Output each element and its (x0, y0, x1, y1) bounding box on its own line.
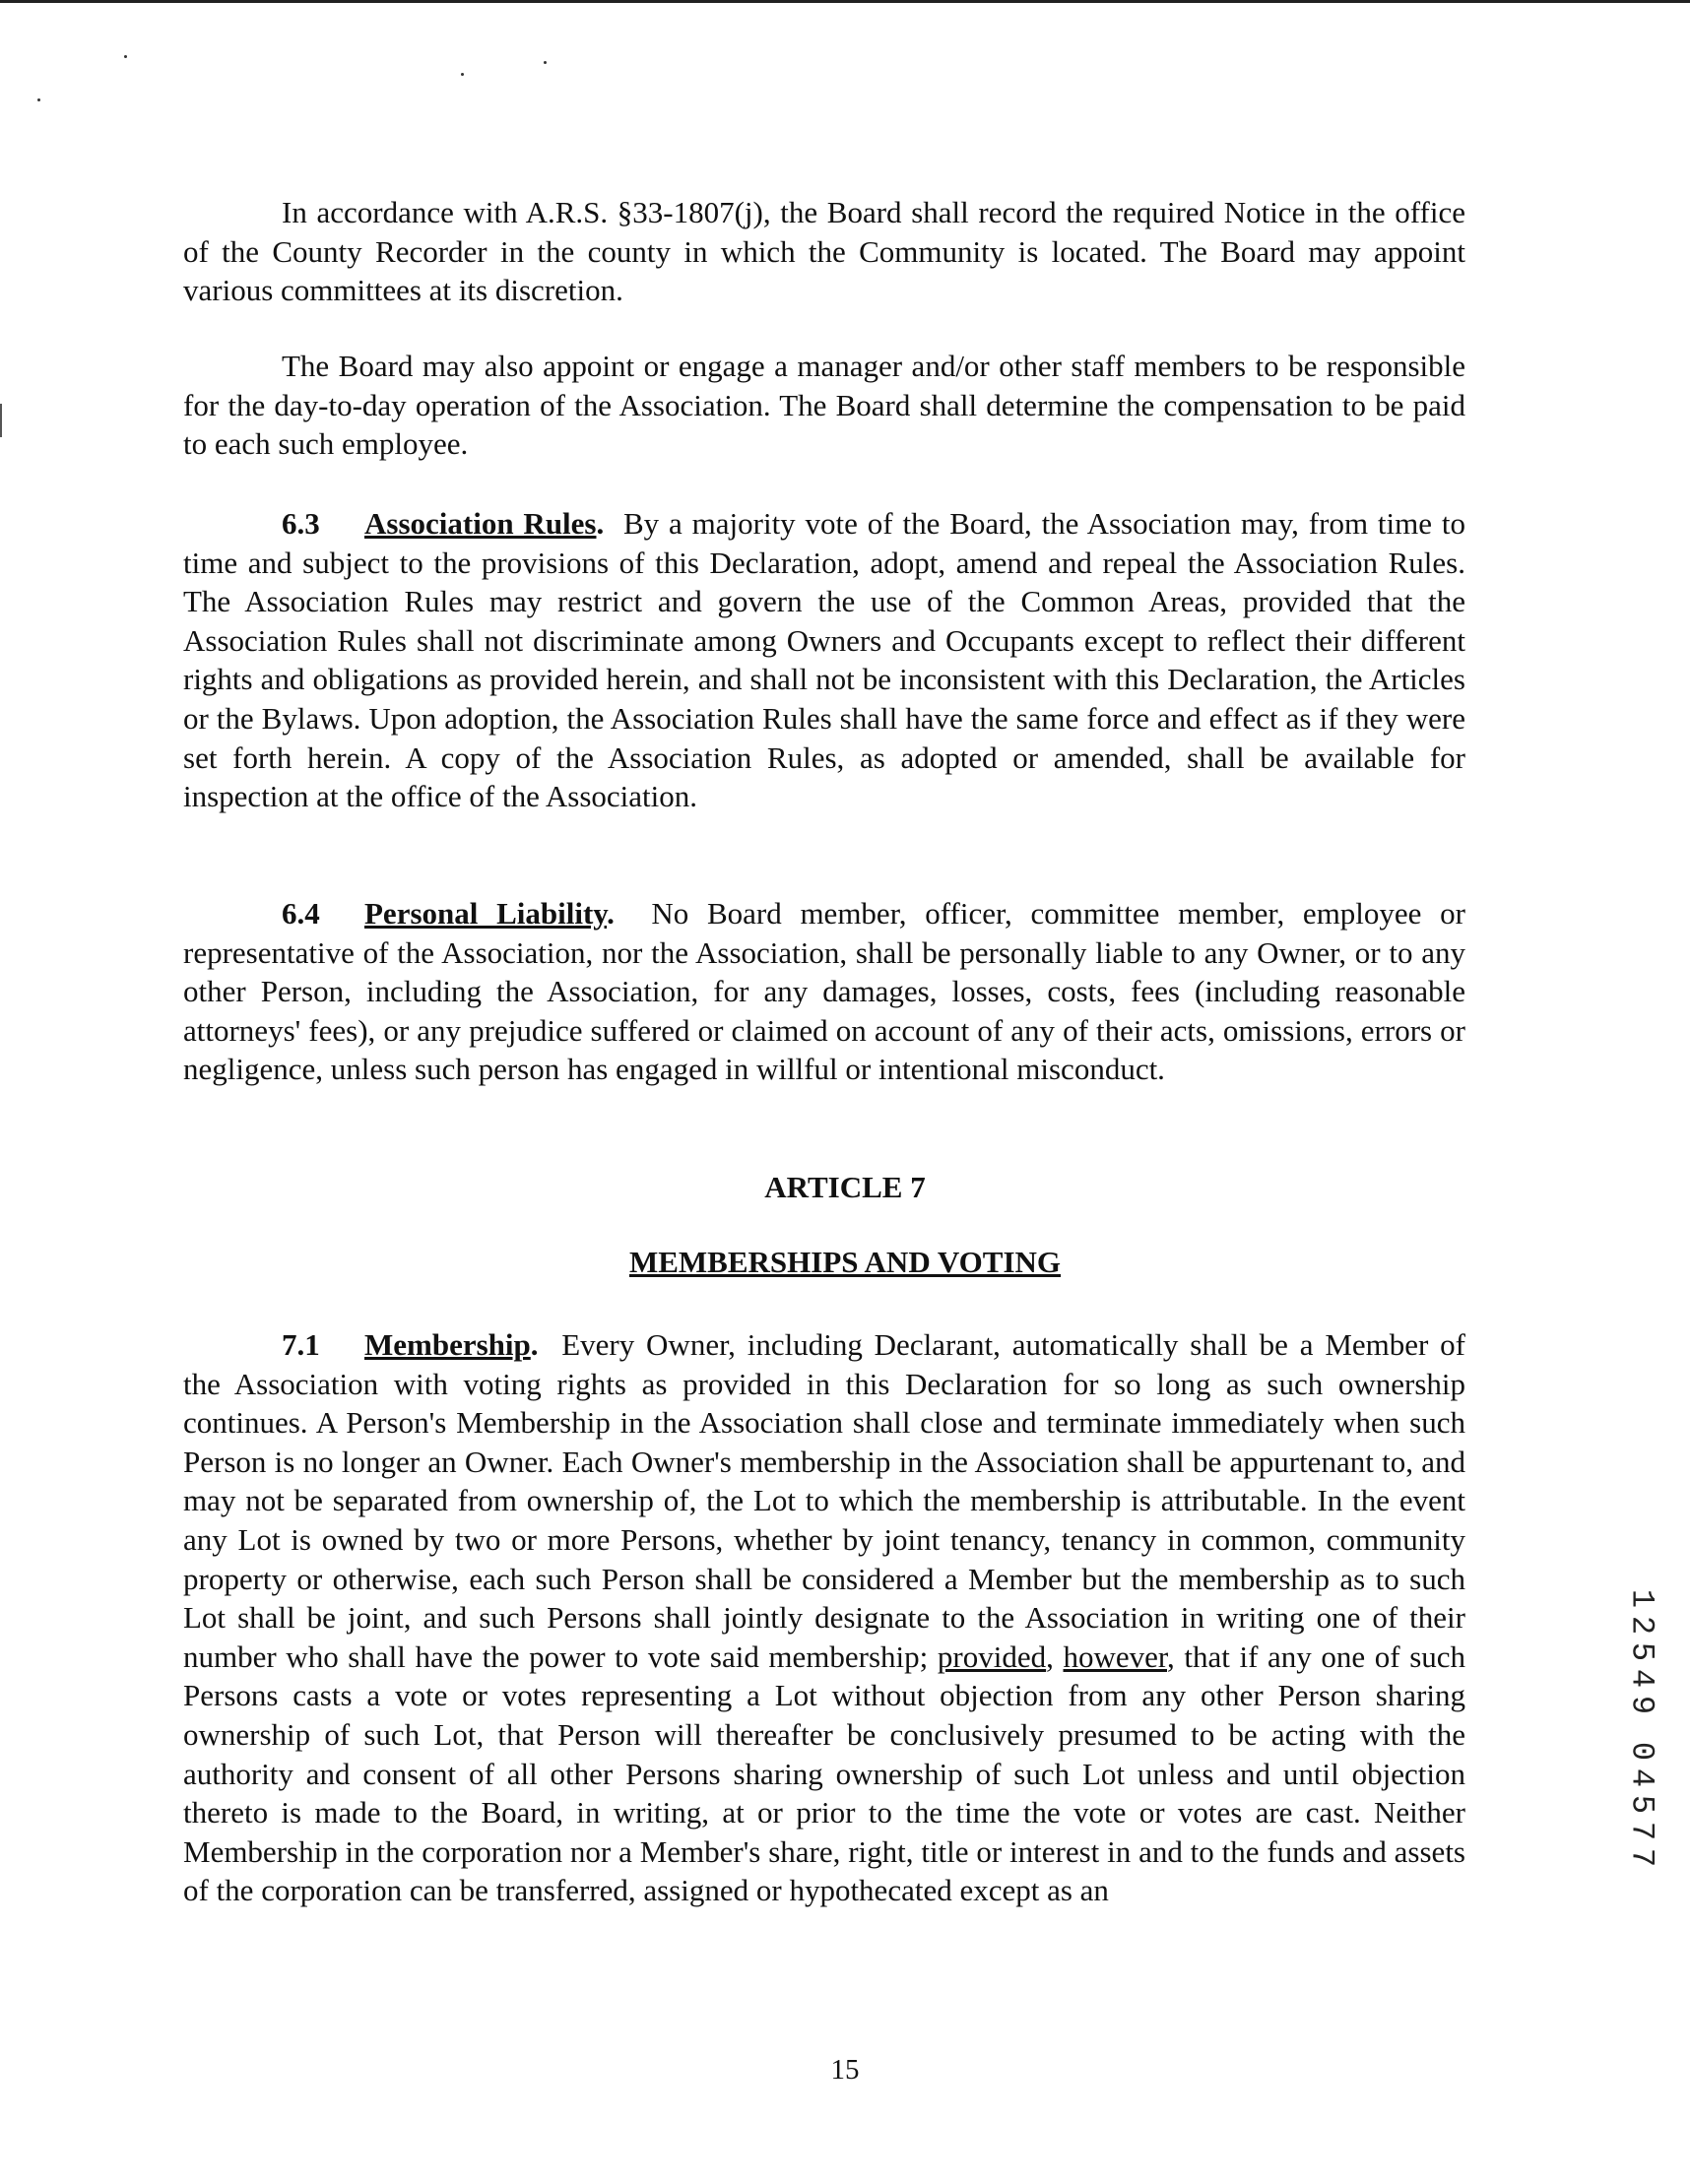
scan-speck (37, 98, 40, 101)
however-term: however (1063, 1638, 1167, 1674)
recording-book-number (1625, 1585, 1658, 1718)
section-number: 6.4 (282, 896, 320, 931)
scan-speck (461, 73, 464, 76)
stamp-digit: 7 (1623, 1847, 1660, 1868)
section-6-3: 6.3 Association Rules. By a majority vote of the Board, the Association may, from time to time and subject to the provisions of this Declaration, adopt, amend and repeal the Association Rules. The Association Rules may restrict and govern the use of the Common Areas, provided that the Association Rules shall not discriminate among Owners and Occupants except to reflect their different rights and obligations as provided herein, and shall not be inconsistent with this Declaration, the Articles or the Bylaws. Upon adoption, the Association Rules shall have the same force and effect as if they were set forth herein. A copy of the Association Rules, as adopted or amended, shall be available for inspection at the office of the Association. (183, 506, 1465, 814)
stamp-digit: 0 (1623, 1741, 1660, 1762)
article-title-text: MEMBERSHIPS AND VOTING (628, 1245, 1062, 1279)
section-number: 7.1 (282, 1327, 320, 1362)
scan-top-edge (0, 0, 1690, 3)
page-number: 15 (830, 2054, 860, 2086)
stamp-digit: 9 (1623, 1695, 1660, 1715)
section-body: By a majority vote of the Board, the Association may, from time to time and subject to the provisions of this Declaration, adopt, amend and repeal the Association Rules. The Association Rules may restrict and govern the use of the Common Areas, provided that the Association Rules shall not discriminate among Owners and Occupants except to reflect their different rights and obligations as provided herein, and shall not be inconsistent with this Declaration, the Articles or the Bylaws. Upon adoption, the Association Rules shall have the same force and effect as if they were set forth herein. A copy of the Association Rules, as adopted or amended, shall be available for inspection at the office of the Association. (183, 506, 1465, 814)
stamp-digit: 1 (1623, 1588, 1660, 1609)
scan-speck (124, 55, 127, 58)
section-body-continued: that if any one of such Persons casts a vote or votes representing a Lot without objection from any other Person sharing ownership of such Lot, that Person will thereafter be conclusively presumed to be acting with the authority and consent of all other Persons sharing ownership of such Lot unless and until objection thereto is made to the Board, in writing, at or prior to the time the vote or votes are cast. Neither Membership in the corporation nor a Member's share, right, title or interest in and to the funds and assets of the corporation can be transferred, assigned or hypothecated except as an (183, 1638, 1466, 1908)
stamp-digit: 7 (1623, 1821, 1660, 1841)
section-body: Every Owner, including Declarant, automatically shall be a Member of the Association with voting rights as provided in this Declaration for so long as such ownership continues. A Person's Membership in the Association shall close and terminate immediately when such Person is no longer an Owner. Each Owner's membership in the Association shall be appurtenant to, and may not be separated from ownership of, the Lot to which the membership is attributable. In the event any Lot is owned by two or more Persons, whether by joint tenancy, tenancy in common, community property or otherwise, each such Person shall be considered a Member but the membership as to such Lot shall be joint, and such Persons shall jointly designate to the Association in writing one of their number who shall have the power to vote said membership; (183, 1327, 1466, 1674)
section-7-1: 7.1 Membership. Every Owner, including Declarant, automatically shall be a Member of the Association with voting rights as provided in this Declaration for so long as such ownership continues. A Person's Membership in the Association shall close and terminate immediately when such Person is no longer an Owner. Each Owner's membership in the Association shall be appurtenant to, and may not be separated from ownership of, the Lot to which the membership is attributable. In the event any Lot is owned by two or more Persons, whether by joint tenancy, tenancy in common, community property or otherwise, each such Person shall be considered a Member but the membership as to such Lot shall be joint, and such Persons shall jointly designate to the Association in writing one of their number who shall have the power to vote said membership; provided, however, that if any one of such Persons casts a vote or votes representing a Lot without objection from any other Person sharing ownership of such Lot, that Person will thereafter be conclusively presumed to be acting with the authority and consent of all other Persons sharing ownership of such Lot unless and until objection thereto is made to the Board, in writing, at or prior to the time the vote or votes are cast. Neither Membership in the corporation nor a Member's share, right, title or interest in and to the funds and assets of the corporation can be transferred, assigned or hypothecated except as an (183, 1327, 1466, 1908)
stamp-digit: 2 (1623, 1615, 1660, 1636)
article-label: ARTICLE 7 (764, 1170, 926, 1204)
stamp-digit: 4 (1623, 1767, 1660, 1788)
section-6-4: 6.4 Personal Liability. No Board member, officer, committee member, employee or representative of the Association, nor the Association, shall be personally liable to any Owner, or to any other Person, including the Association, for any damages, losses, costs, fees (including reasonable attorneys' fees), or any prejudice suffered or claimed on account of any of their acts, omissions, errors or negligence, unless such person has engaged in willful or intentional misconduct. (183, 896, 1465, 1087)
provided-term: provided (937, 1638, 1047, 1674)
recording-page-number (1625, 1738, 1658, 1871)
paragraph-notice: In accordance with A.R.S. §33-1807(j), the Board shall record the required Notice in the office of the County Recorder in the county in which the Community is located. The Board may appoint various committees at its discretion. (183, 195, 1465, 308)
recording-stamp (1625, 1585, 1658, 1871)
section-number: 6.3 (282, 506, 320, 541)
stamp-digit: 5 (1623, 1641, 1660, 1662)
article-title (0, 1245, 1690, 1280)
stamp-digit: 4 (1623, 1668, 1660, 1689)
section-body: No Board member, officer, committee member, employee or representative of the Association, nor the Association, shall be personally liable to any Owner, or to any other Person, including the Association, for any damages, losses, costs, fees (including reasonable attorneys' fees), or any prejudice suffered or claimed on account of any of their acts, omissions, errors or negligence, unless such person has engaged in willful or intentional misconduct. (183, 896, 1465, 1087)
section-title: Personal Liability (364, 896, 608, 931)
paragraph-manager: The Board may also appoint or engage a manager and/or other staff members to be responsible for the day-to-day operation of the Association. The Board shall determine the compensation to be paid to each such employee. (183, 349, 1465, 462)
section-title: Membership (364, 1327, 531, 1362)
scan-edge-mark (0, 404, 2, 437)
stamp-digit: 5 (1623, 1794, 1660, 1815)
section-title: Association Rules (364, 506, 597, 541)
scan-speck (544, 61, 547, 64)
